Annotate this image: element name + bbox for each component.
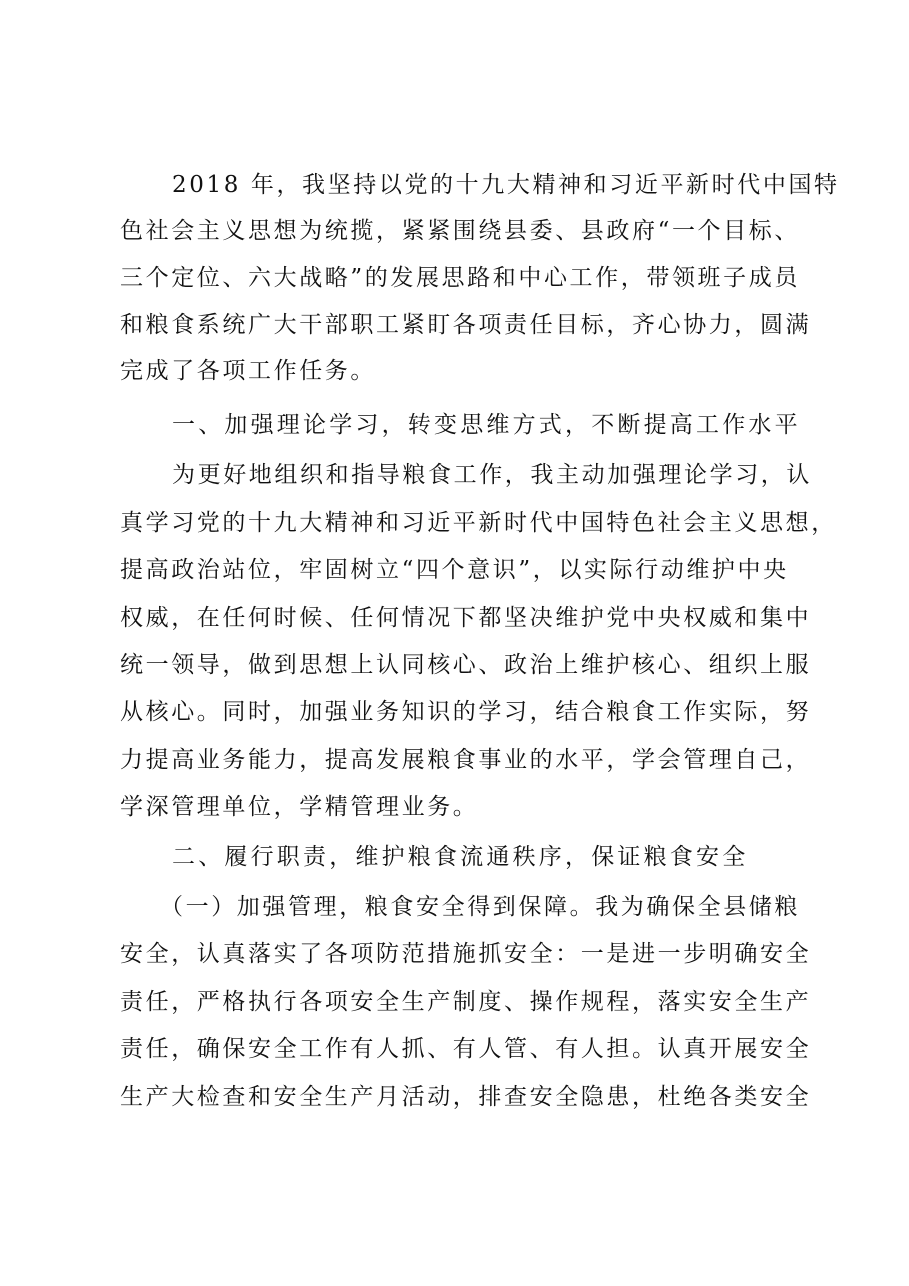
para-2-line-7: 力提高业务能力，提高发展粮食事业的水平，学会管理自己， <box>120 747 812 773</box>
para-2-line-5: 统一领导，做到思想上认同核心、政治上维护核心、组织上服 <box>120 652 812 678</box>
para-3-line-1: （一）加强管理，粮食安全得到保障。我为确保全县储粮 <box>160 894 800 920</box>
para-2-line-2: 真学习党的十九大精神和习近平新时代中国特色社会主义思想， <box>120 510 837 536</box>
para-2-line-6: 从核心。同时，加强业务知识的学习，结合粮食工作实际，努 <box>120 699 812 725</box>
intro-line-2: 色社会主义思想为统揽，紧紧围绕县委、县政府“一个目标、 <box>120 218 800 244</box>
para-3-line-2: 安全，认真落实了各项防范措施抓安全：一是进一步明确安全 <box>120 941 812 967</box>
section-heading-1: 一、加强理论学习，转变思维方式，不断提高工作水平 <box>172 412 801 438</box>
intro-line-4: 和粮食系统广大干部职工紧盯各项责任目标，齐心协力，圆满 <box>120 312 812 338</box>
section-heading-2: 二、履行职责，维护粮食流通秩序，保证粮食安全 <box>172 844 749 870</box>
para-3-line-5: 生产大检查和安全生产月活动，排查安全隐患，杜绝各类安全 <box>120 1084 812 1110</box>
intro-line-5: 完成了各项工作任务。 <box>120 358 376 384</box>
para-2-line-8: 学深管理单位，学精管理业务。 <box>120 794 479 820</box>
intro-line-1: 2018 年，我坚持以党的十九大精神和习近平新时代中国特 <box>172 172 840 198</box>
para-2-line-4: 权威，在任何时候、任何情况下都坚决维护党中央权威和集中 <box>120 605 812 631</box>
para-3-line-4: 责任，确保安全工作有人抓、有人管、有人担。认真开展安全 <box>120 1036 812 1062</box>
para-2-line-3: 提高政治站位，牢固树立“四个意识”，以实际行动维护中央 <box>120 557 789 583</box>
para-2-line-1: 为更好地组织和指导粮食工作，我主动加强理论学习，认 <box>172 462 812 488</box>
intro-line-3: 三个定位、六大战略”的发展思路和中心工作，带领班子成员 <box>120 265 800 291</box>
para-3-line-3: 责任，严格执行各项安全生产制度、操作规程，落实安全生产 <box>120 989 812 1015</box>
